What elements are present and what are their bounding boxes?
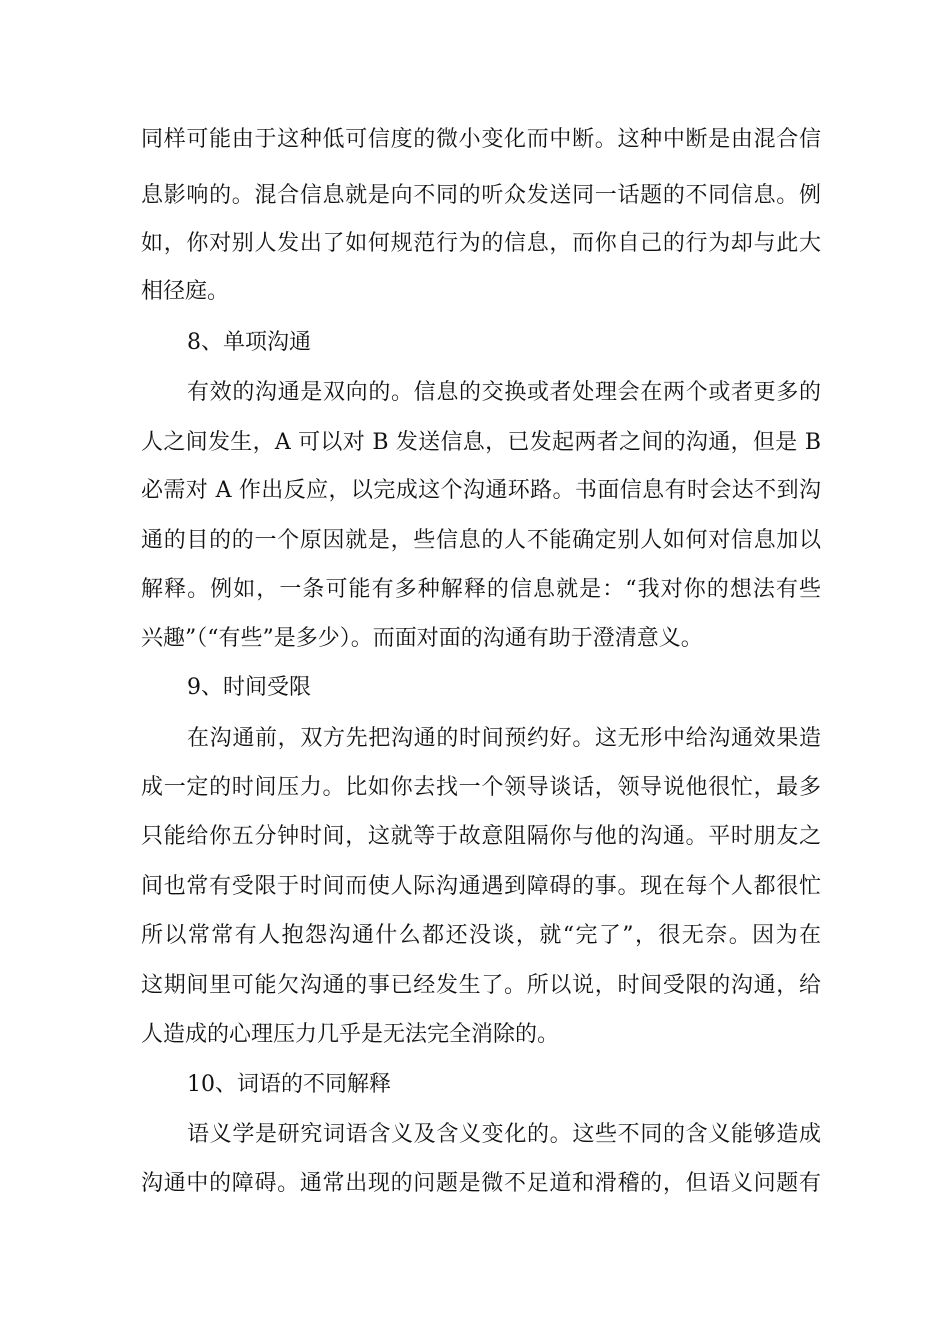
paragraph-line: 语义学是研究词语含义及含义变化的。这些不同的含义能够造成 <box>187 1122 821 1147</box>
paragraph-line: 成一定的时间压力。比如你去找一个领导谈话，领导说他很忙，最多 <box>141 775 821 800</box>
paragraph-line: 间也常有受限于时间而使人际沟通遇到障碍的事。现在每个人都很忙 <box>141 874 821 899</box>
paragraph-line: 必需对 A 作出反应，以完成这个沟通环路。书面信息有时会达不到沟 <box>141 478 821 503</box>
paragraph-line: 在沟通前，双方先把沟通的时间预约好。这无形中给沟通效果造 <box>187 726 821 751</box>
section-heading-8: 8、单项沟通 <box>187 330 311 355</box>
paragraph-line: 有效的沟通是双向的。信息的交换或者处理会在两个或者更多的 <box>187 380 821 405</box>
section-heading-9: 9、时间受限 <box>187 675 311 700</box>
paragraph-line: 人之间发生，A 可以对 B 发送信息，已发起两者之间的沟通，但是 B <box>141 430 821 455</box>
paragraph-line: 通的目的的一个原因就是，些信息的人不能确定别人如何对信息加以 <box>141 528 821 553</box>
paragraph-line: 兴趣”（“有些”是多少）。而面对面的沟通有助于澄清意义。 <box>141 626 703 651</box>
paragraph-line: 相径庭。 <box>141 279 230 304</box>
paragraph-line: 同样可能由于这种低可信度的微小变化而中断。这种中断是由混合信 <box>141 127 821 152</box>
paragraph-line: 沟通中的障碍。通常出现的问题是微不足道和滑稽的，但语义问题有 <box>141 1171 821 1196</box>
paragraph-line: 如，你对别人发出了如何规范行为的信息，而你自己的行为却与此大 <box>141 231 821 256</box>
paragraph-line: 人造成的心理压力几乎是无法完全消除的。 <box>141 1022 560 1047</box>
paragraph-line: 所以常常有人抱怨沟通什么都还没谈，就“完了”，很无奈。因为在 <box>141 923 821 948</box>
section-heading-10: 10、词语的不同解释 <box>187 1072 391 1097</box>
paragraph-line: 只能给你五分钟时间，这就等于故意阻隔你与他的沟通。平时朋友之 <box>141 824 821 849</box>
paragraph-line: 这期间里可能欠沟通的事已经发生了。所以说，时间受限的沟通，给 <box>141 973 821 998</box>
paragraph-line: 息影响的。混合信息就是向不同的听众发送同一话题的不同信息。例 <box>141 183 821 208</box>
paragraph-line: 解释。例如，一条可能有多种解释的信息就是：“我对你的想法有些 <box>141 577 821 602</box>
